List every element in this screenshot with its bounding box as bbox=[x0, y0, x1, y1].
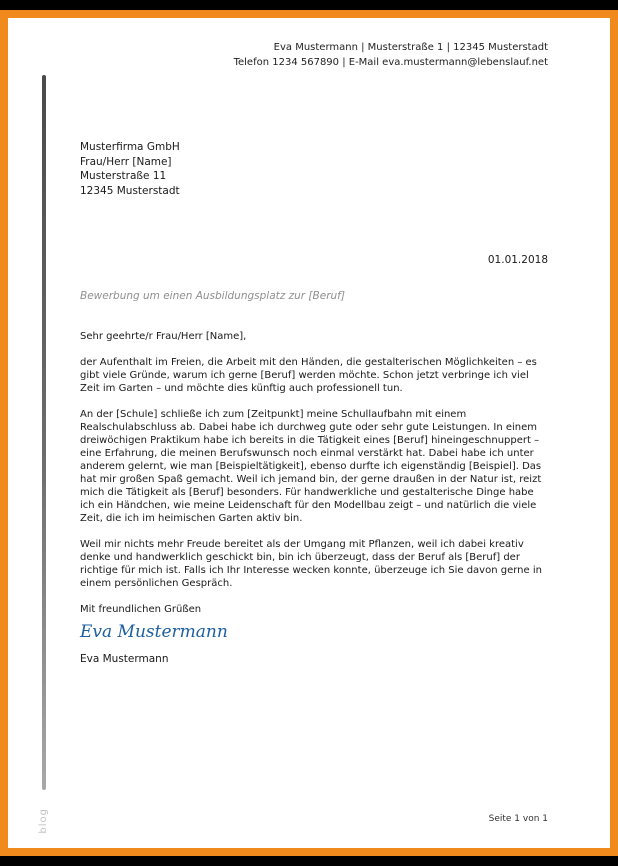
letter-date: 01.01.2018 bbox=[487, 254, 548, 266]
page-number-label: Seite 1 von 1 bbox=[488, 814, 548, 824]
sender-address-line: Eva Mustermann | Musterstraße 1 | 12345 Musterstadt bbox=[273, 42, 548, 53]
sender-header bbox=[80, 40, 548, 70]
body-paragraph-1: der Aufenthalt im Freien, die Arbeit mit den Händen, die gestalterischen Möglichkeiten – es gibt viele Gründe, warum ich gerne [Beruf] werden möchte. Schon jetzt verbringe ich viel Zeit im Garten – und möchte dies künftig auch professionell tun. bbox=[80, 357, 537, 394]
recipient-street: Musterstraße 11 bbox=[80, 170, 167, 182]
body-paragraph-2: An der [Schule] schließe ich zum [Zeitpunkt] meine Schullaufbahn mit einem Realschulabschluss ab. Dabei habe ich durchweg gute oder sehr gute Leistungen. In einem dreiwöchigen Praktikum habe ich bereits in die Tätigkeit eines [Beruf] hineingeschnuppert – eine Erfahrung, die meinen Berufswunsch noch einmal verstärkt hat. Dabei habe ich unter anderem gelernt, wie man [Beispieltätigkeit], ebenso durfte ich eigenständig [Beispiel]. Das hat mir großen Spaß gemacht. Weil ich jemand bin, der gerne draußen in der Natur ist, reizt mich die Tätigkeit als [Beruf] besonders. Für handwerkliche und gestalterische Dinge habe ich ein Händchen, wie meine Leidenschaft für den Modellbau zeigt – und natürlich die viele Zeit, die ich im heimischen Garten aktiv bin. bbox=[80, 409, 542, 524]
vertical-accent-bar bbox=[42, 75, 46, 790]
recipient-company: Musterfirma GmbH bbox=[80, 141, 180, 153]
closing-line: Mit freundlichen Grüßen bbox=[80, 604, 202, 615]
subject-line: Bewerbung um einen Ausbildungsplatz zur [Beruf] bbox=[80, 290, 345, 302]
sender-contact-line: Telefon 1234 567890 | E-Mail eva.mustermann@lebenslauf.net bbox=[233, 57, 548, 68]
letter-content bbox=[80, 18, 548, 666]
body-paragraph-3: Weil mir nichts mehr Freude bereitet als der Umgang mit Pflanzen, weil ich dabei kreativ denke und handwerklich geschickt bin, bin ich überzeugt, dass der Beruf als [Beruf] der richtige für mich ist. Falls ich Ihr Interesse wecken konnte, überzeuge ich Sie davon gerne in einem persönlichen Gespräch. bbox=[80, 539, 542, 589]
recipient-city: 12345 Musterstadt bbox=[80, 184, 180, 197]
blog-watermark: blog bbox=[38, 808, 49, 834]
handwritten-signature: Eva Mustermann bbox=[80, 622, 228, 642]
salutation: Sehr geehrte/r Frau/Herr [Name], bbox=[80, 331, 247, 342]
recipient-address-block bbox=[80, 140, 548, 198]
orange-frame bbox=[0, 10, 618, 856]
recipient-name: Frau/Herr [Name] bbox=[80, 155, 172, 168]
letter-page bbox=[8, 18, 610, 848]
typed-sender-name: Eva Mustermann bbox=[80, 653, 169, 665]
